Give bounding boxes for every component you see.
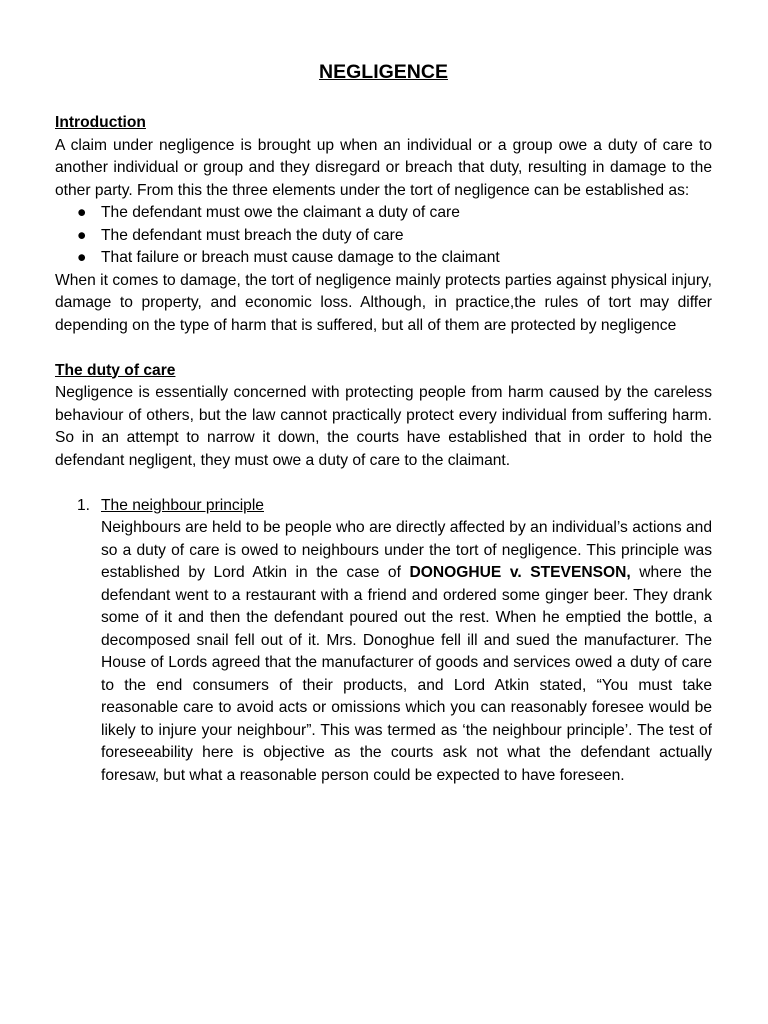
neighbour-principle-heading: The neighbour principle [101,496,264,514]
case-name: DONOGHUE v. STEVENSON, [409,564,631,581]
duty-of-care-paragraph: Negligence is essentially concerned with protecting people from harm caused by the careless behaviour of others, but the law cannot practically protect every individual from suffering harm. So in an attempt to narrow it down, the courts have established that in order to hold the defendant negligent, they must owe a duty of care to the claimant. [55,384,712,469]
list-item: ● The defendant must owe the claimant a duty of care [101,202,712,225]
neighbour-principle-section [55,495,712,788]
page-title: NEGLIGENCE [319,61,448,83]
elements-list [55,202,712,270]
introduction-paragraph-1: A claim under negligence is brought up when an individual or a group owe a duty of care to another individual or group and they disregard or breach that duty, resulting in damage to the other party. From this the three elements under the tort of negligence can be established as: [55,136,712,199]
bullet-icon: ● [77,204,87,221]
list-item: ● That failure or breach must cause damage to the claimant [101,247,712,270]
list-item: ● The defendant must breach the duty of care [101,225,712,248]
introduction-heading: Introduction [55,114,146,131]
bullet-icon: ● [77,226,87,244]
bullet-icon: ● [77,249,87,266]
neighbour-principle-paragraph: Neighbours are held to be people who are directly affected by an individual’s actions and so a duty of care is owed to neighbours under the tort of negligence. This principle was established by Lord Atkin in the case of DONOGHUE v. STEVENSON, where the defendant went to a restaurant with a friend and ordered some ginger beer. They drank some of it and then the defendant poured out the rest. When he emptied the bottle, a decomposed snail fell out of it. Mrs. Donoghue fell ill and sued the manufacturer. The House of Lords agreed that the manufacturer of goods and services owed a duty of care to the end consumers of their products, and Lord Atkin stated, “You must take reasonable care to avoid acts or omissions which you can reasonably foresee would be likely to injure your neighbour”. This was termed as ‘the neighbour principle’. The test of foreseeability here is objective as the courts ask not what the defendant actually foresaw, but what a reasonable person could be expected to have foreseen. [101,519,712,784]
duty-of-care-heading: The duty of care [55,361,176,379]
list-number: 1. [77,496,91,514]
introduction-paragraph-2: When it comes to damage, the tort of negligence mainly protects parties against physical injury, damage to property, and economic loss. Although, in practice,the rules of tort may differ depending on the type of harm that is suffered, but all of them are protected by negligence [55,271,712,334]
